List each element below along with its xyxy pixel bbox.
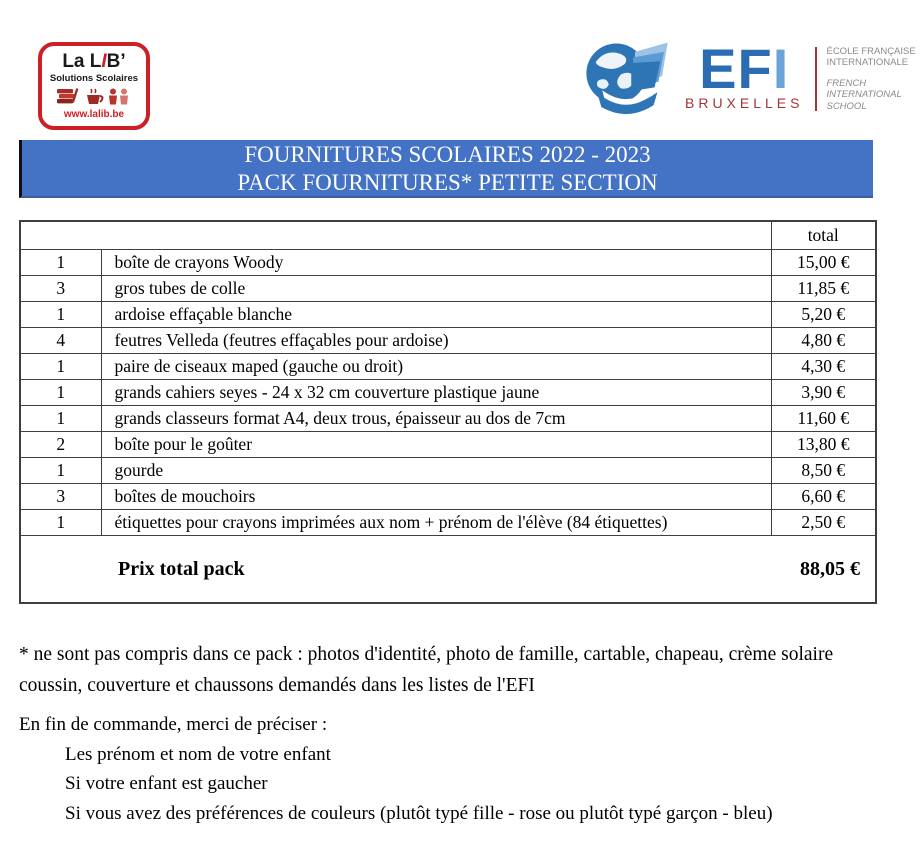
item-quantity: 1 (20, 458, 101, 484)
table-row (20, 302, 876, 328)
item-quantity: 4 (20, 328, 101, 354)
order-instructions-header: En fin de commande, merci de préciser : (19, 714, 328, 735)
lalib-logo-title: La LIB’ (62, 51, 126, 73)
table-row (20, 406, 876, 432)
item-description: boîte pour le goûter (101, 432, 771, 458)
efi-logo (580, 36, 922, 122)
table-row (20, 276, 876, 302)
table-row (20, 432, 876, 458)
item-quantity: 1 (20, 406, 101, 432)
item-total: 11,85 € (771, 276, 876, 302)
order-instructions (19, 710, 773, 828)
order-instruction-item: Les prénom et nom de votre enfant (65, 743, 331, 765)
order-instruction-item: Si votre enfant est gaucher (65, 773, 268, 794)
banner-line1: FOURNITURES SCOLAIRES 2022 - 2023 (244, 142, 651, 167)
item-total: 4,80 € (771, 328, 876, 354)
item-quantity: 3 (20, 276, 101, 302)
table-row (20, 328, 876, 354)
efi-school-names (826, 46, 922, 112)
item-total: 3,90 € (771, 380, 876, 406)
item-total: 5,20 € (771, 302, 876, 328)
item-total: 6,60 € (771, 484, 876, 510)
item-description: boîte de crayons Woody (101, 250, 771, 276)
coffee-cup-icon (87, 89, 103, 104)
item-description: gourde (101, 458, 771, 484)
table-row (20, 484, 876, 510)
banner-line2: PACK FOURNITURES* PETITE SECTION (237, 170, 658, 195)
item-quantity: 2 (20, 432, 101, 458)
item-total: 2,50 € (771, 510, 876, 536)
item-description: gros tubes de colle (101, 276, 771, 302)
table-row (20, 510, 876, 536)
item-description: feutres Velleda (feutres effaçables pour ardoise) (101, 328, 771, 354)
total-label: Prix total pack (118, 557, 245, 580)
efi-logo-divider (815, 47, 817, 111)
exclusions-line1: * ne sont pas compris dans ce pack : photos d'identité, photo de famille, cartable, chapeau, crème solaire (19, 644, 834, 665)
item-description: boîtes de mouchoirs (101, 484, 771, 510)
item-quantity: 1 (20, 354, 101, 380)
supplies-table (19, 220, 877, 604)
item-total: 13,80 € (771, 432, 876, 458)
total-amount: 88,05 € (800, 557, 860, 580)
efi-name-french: ÉCOLE FRANÇAISE INTERNATIONALE (826, 46, 916, 69)
lalib-logo-subtitle: Solutions Scolaires (49, 72, 139, 84)
item-quantity: 1 (20, 380, 101, 406)
item-quantity: 1 (20, 250, 101, 276)
efi-wordmark (685, 36, 804, 112)
item-quantity: 3 (20, 484, 101, 510)
item-quantity: 1 (20, 302, 101, 328)
item-total: 4,30 € (771, 354, 876, 380)
efi-city: BRUXELLES (685, 95, 804, 112)
item-total: 8,50 € (771, 458, 876, 484)
item-total: 11,60 € (771, 406, 876, 432)
table-row (20, 250, 876, 276)
efi-name-english: FRENCH INTERNATIONAL SCHOOL (826, 77, 902, 112)
table-header-row (20, 221, 876, 250)
table-row (20, 458, 876, 484)
exclusions-line2: coussin, couverture et chaussons demandés dans les listes de l'EFI (19, 675, 535, 696)
item-description: grands cahiers seyes - 24 x 32 cm couverture plastique jaune (101, 380, 771, 406)
efi-acronym: EFI (699, 36, 790, 100)
books-pencil-icon (57, 88, 78, 103)
item-description: ardoise effaçable blanche (101, 302, 771, 328)
order-instruction-item: Si vous avez des préférences de couleurs (plutôt typé fille - rose ou plutôt typé garçon - bleu) (65, 802, 773, 824)
globe-open-book-icon (580, 36, 675, 122)
lalib-red-i: I (101, 51, 107, 73)
item-description: grands classeurs format A4, deux trous, épaisseur au dos de 7cm (101, 406, 771, 432)
children-icon (109, 88, 128, 104)
item-quantity: 1 (20, 510, 101, 536)
lalib-icons (56, 85, 132, 108)
item-description: paire de ciseaux maped (gauche ou droit) (101, 354, 771, 380)
total-row (20, 536, 876, 604)
table-row (20, 380, 876, 406)
exclusions-note (19, 639, 922, 701)
lalib-logo (38, 42, 150, 130)
lalib-website: www.lalib.be (63, 108, 125, 120)
item-description: étiquettes pour crayons imprimées aux nom + prénom de l'élève (84 étiquettes) (101, 510, 771, 536)
header-total-cell: total (771, 221, 876, 250)
table-row (20, 354, 876, 380)
header-empty-cell (20, 221, 771, 250)
title-banner (19, 140, 873, 198)
item-total: 15,00 € (771, 250, 876, 276)
